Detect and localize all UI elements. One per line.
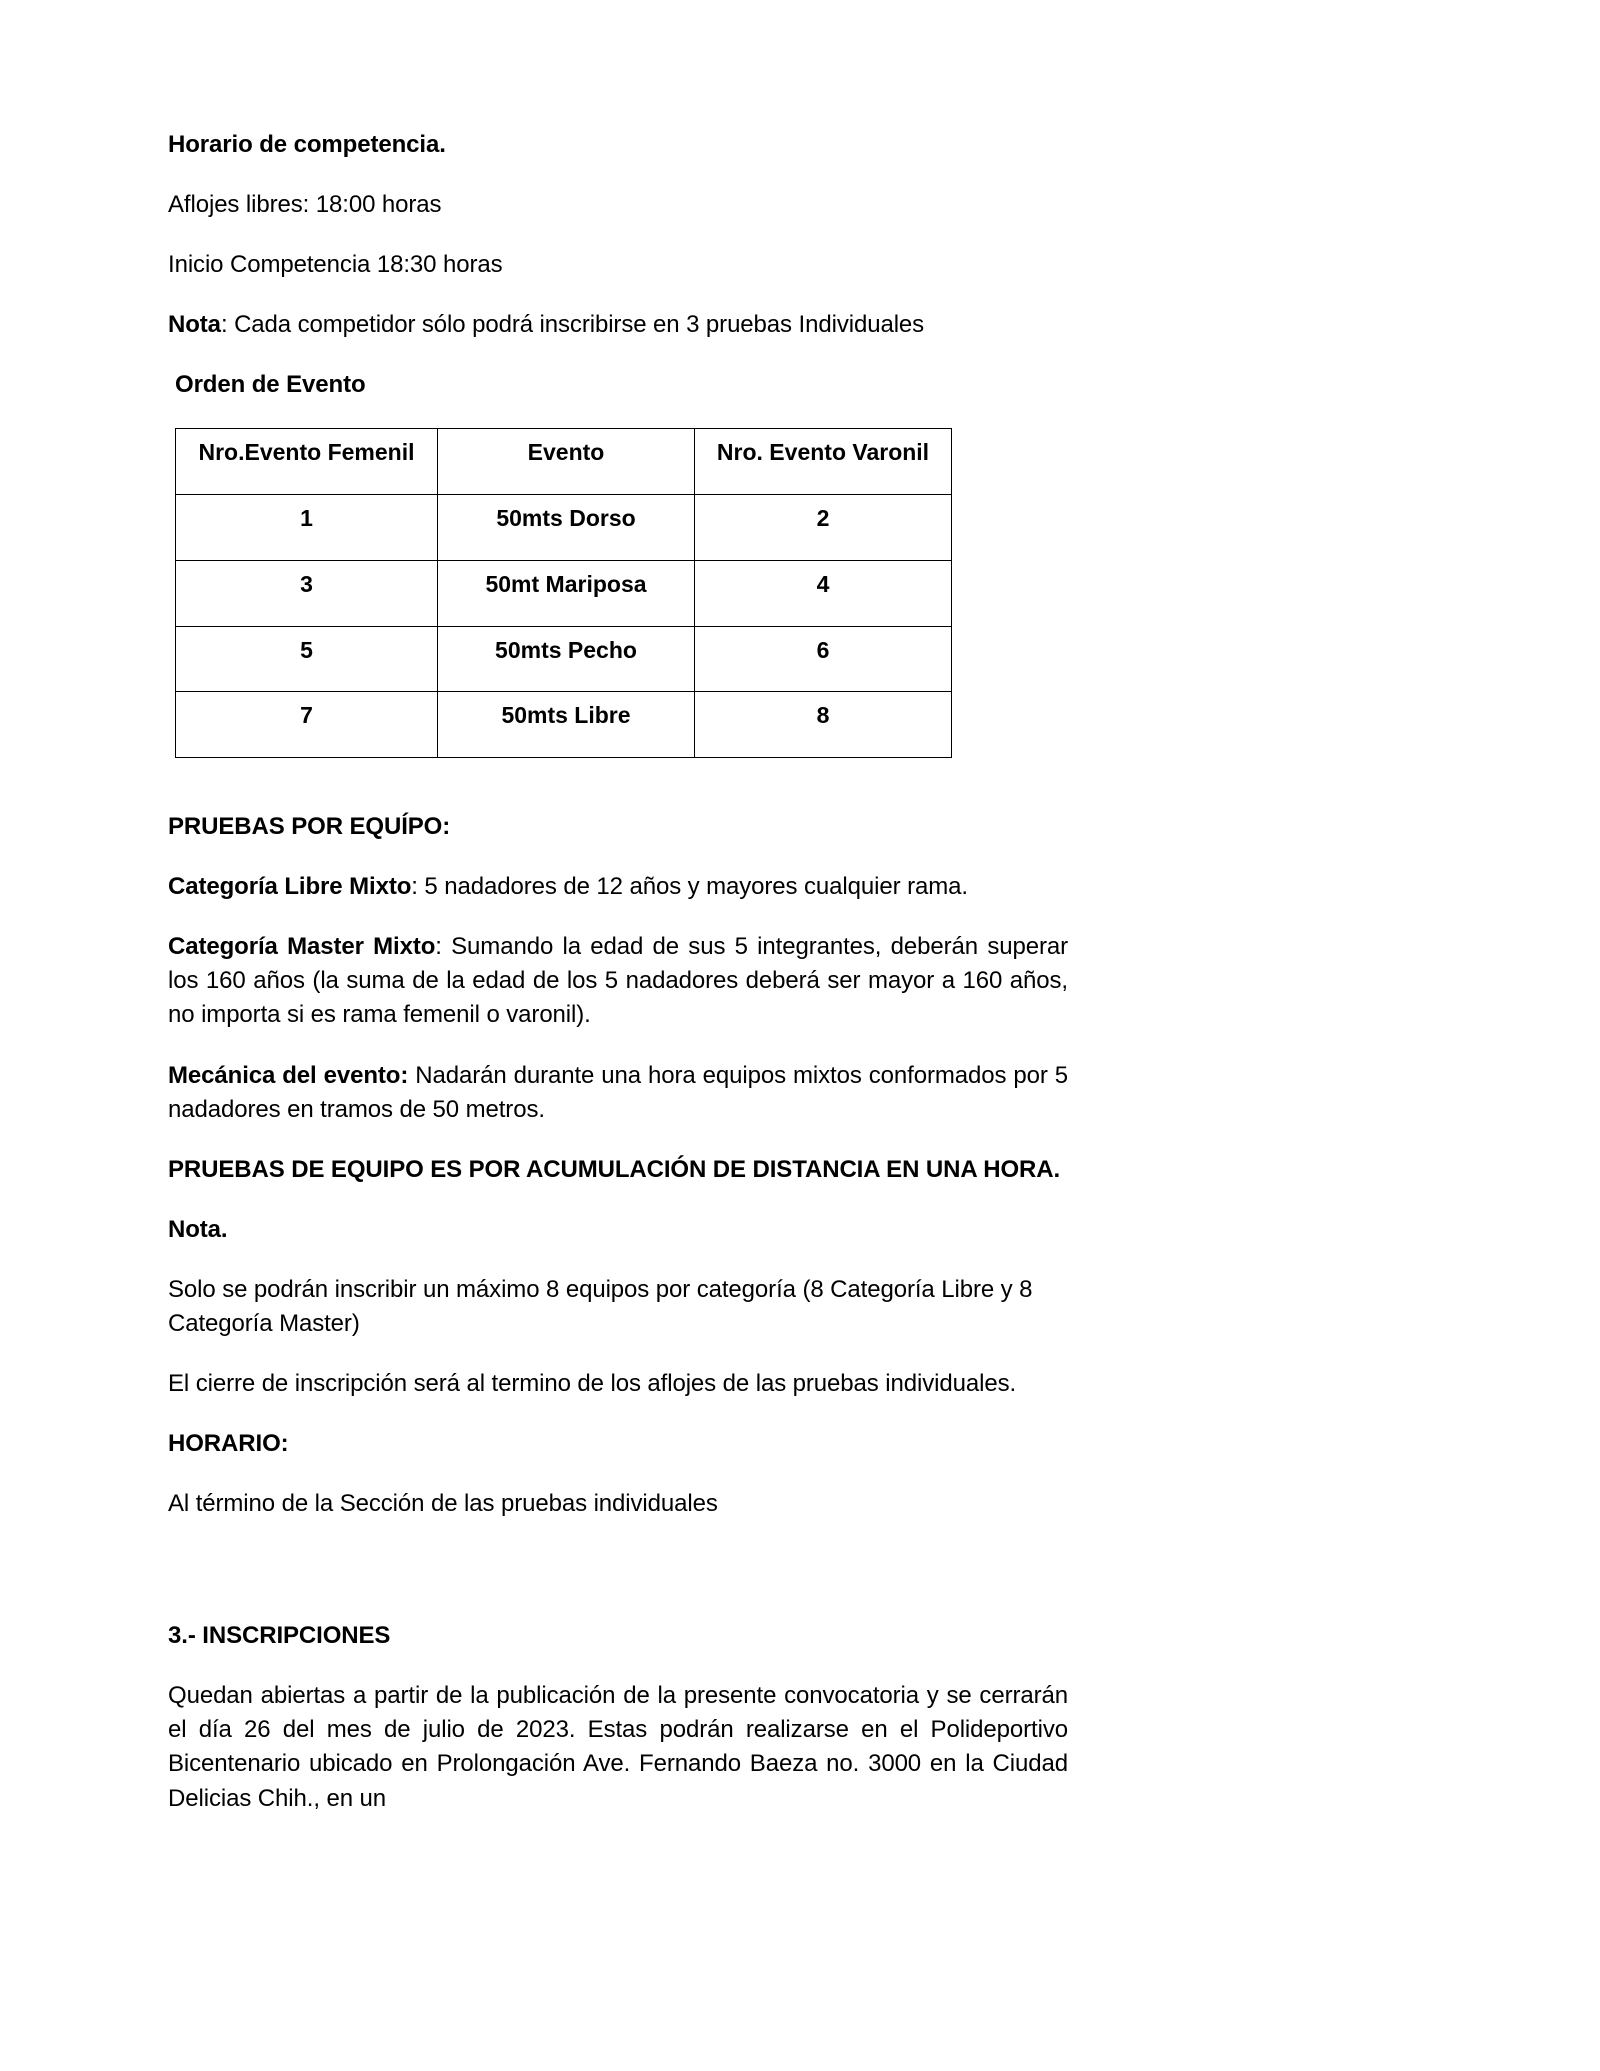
table-row [176,495,952,561]
acumulacion-line: PRUEBAS DE EQUIPO ES POR ACUMULACIÓN DE DISTANCIA EN UNA HORA. [168,1155,1061,1183]
inscripciones-paragraph: Quedan abiertas a partir de la publicación de la presente convocatoria y se cerrarán el día 26 del mes de julio de 2023. Estas podrán realizarse en el Polideportivo Bicentenario ubicado en Prolongación Ave. Fernando Baeza no. 3000 en la Ciudad Delicias Chih., en un [168,1682,1068,1812]
categoria-libre-mixto-line [168,870,1068,904]
mecanica-text: Nadarán durante una hora equipos mixtos conformados por 5 nadadores en tramos de 50 metros. [168,1061,1068,1123]
individual-note-line [168,308,1068,342]
cell-nro-varonil: 2 [695,495,952,561]
schedule-heading: Horario de competencia. [168,131,446,158]
cell-evento: 50mts Dorso [438,495,695,561]
categoria-master-text: : Sumando la edad de sus 5 integrantes, deberán superar los 160 años (la suma de la edad de los 5 nadadores deberá ser mayor a 160 años, no importa si es rama femenil o varonil). [168,933,1068,1029]
note-label: Nota [168,311,221,339]
categoria-master-mixto-paragraph [168,930,1068,1032]
cell-nro-femenil: 7 [176,692,438,758]
cell-evento: 50mt Mariposa [438,560,695,626]
cell-nro-varonil: 8 [695,692,952,758]
event-order-table [175,428,952,758]
team-note-heading: Nota. [168,1215,228,1243]
inscripciones-heading: 3.- INSCRIPCIONES [168,1622,391,1650]
cell-evento: 50mts Libre [438,692,695,758]
event-order-table-wrapper [175,428,1068,758]
section-spacer [168,758,1068,810]
cell-evento: 50mts Pecho [438,626,695,692]
note-text: : Cada competidor sólo podrá inscribirse en 3 pruebas Individuales [220,311,925,339]
team-events-heading: PRUEBAS POR EQUÍPO: [168,813,451,841]
categoria-libre-label: Categoría Libre Mixto [168,873,412,901]
table-header-row [176,429,952,495]
section-spacer [168,1547,1068,1599]
start-line: Inicio Competencia 18:30 horas [168,251,503,279]
team-schedule-text: Al término de la Sección de las pruebas individuales [168,1490,718,1518]
column-header-varonil: Nro. Evento Varonil [695,429,952,495]
team-schedule-heading: HORARIO: [168,1430,289,1458]
section-spacer [168,1599,1068,1619]
categoria-master-label: Categoría Master Mixto [168,933,436,961]
mecanica-del-evento-paragraph [168,1059,1068,1127]
closing-registration-line: El cierre de inscripción será al termino de los aflojes de las pruebas individuales. [168,1370,1017,1397]
table-row [176,626,952,692]
warmup-line: Aflojes libres: 18:00 horas [168,191,442,219]
column-header-femenil: Nro.Evento Femenil [176,429,438,495]
max-teams-line: Solo se podrán inscribir un máximo 8 equipos por categoría (8 Categoría Libre y 8 Categoría Master) [168,1275,1033,1337]
cell-nro-varonil: 4 [695,560,952,626]
column-header-evento: Evento [438,429,695,495]
cell-nro-femenil: 5 [176,626,438,692]
event-order-heading: Orden de Evento [175,371,366,399]
cell-nro-femenil: 1 [176,495,438,561]
categoria-libre-text: : 5 nadadores de 12 años y mayores cualquier rama. [411,873,968,901]
table-row [176,692,952,758]
mecanica-label: Mecánica del evento: [168,1061,409,1089]
table-row [176,560,952,626]
cell-nro-varonil: 6 [695,626,952,692]
cell-nro-femenil: 3 [176,560,438,626]
document-content [168,128,1068,1842]
